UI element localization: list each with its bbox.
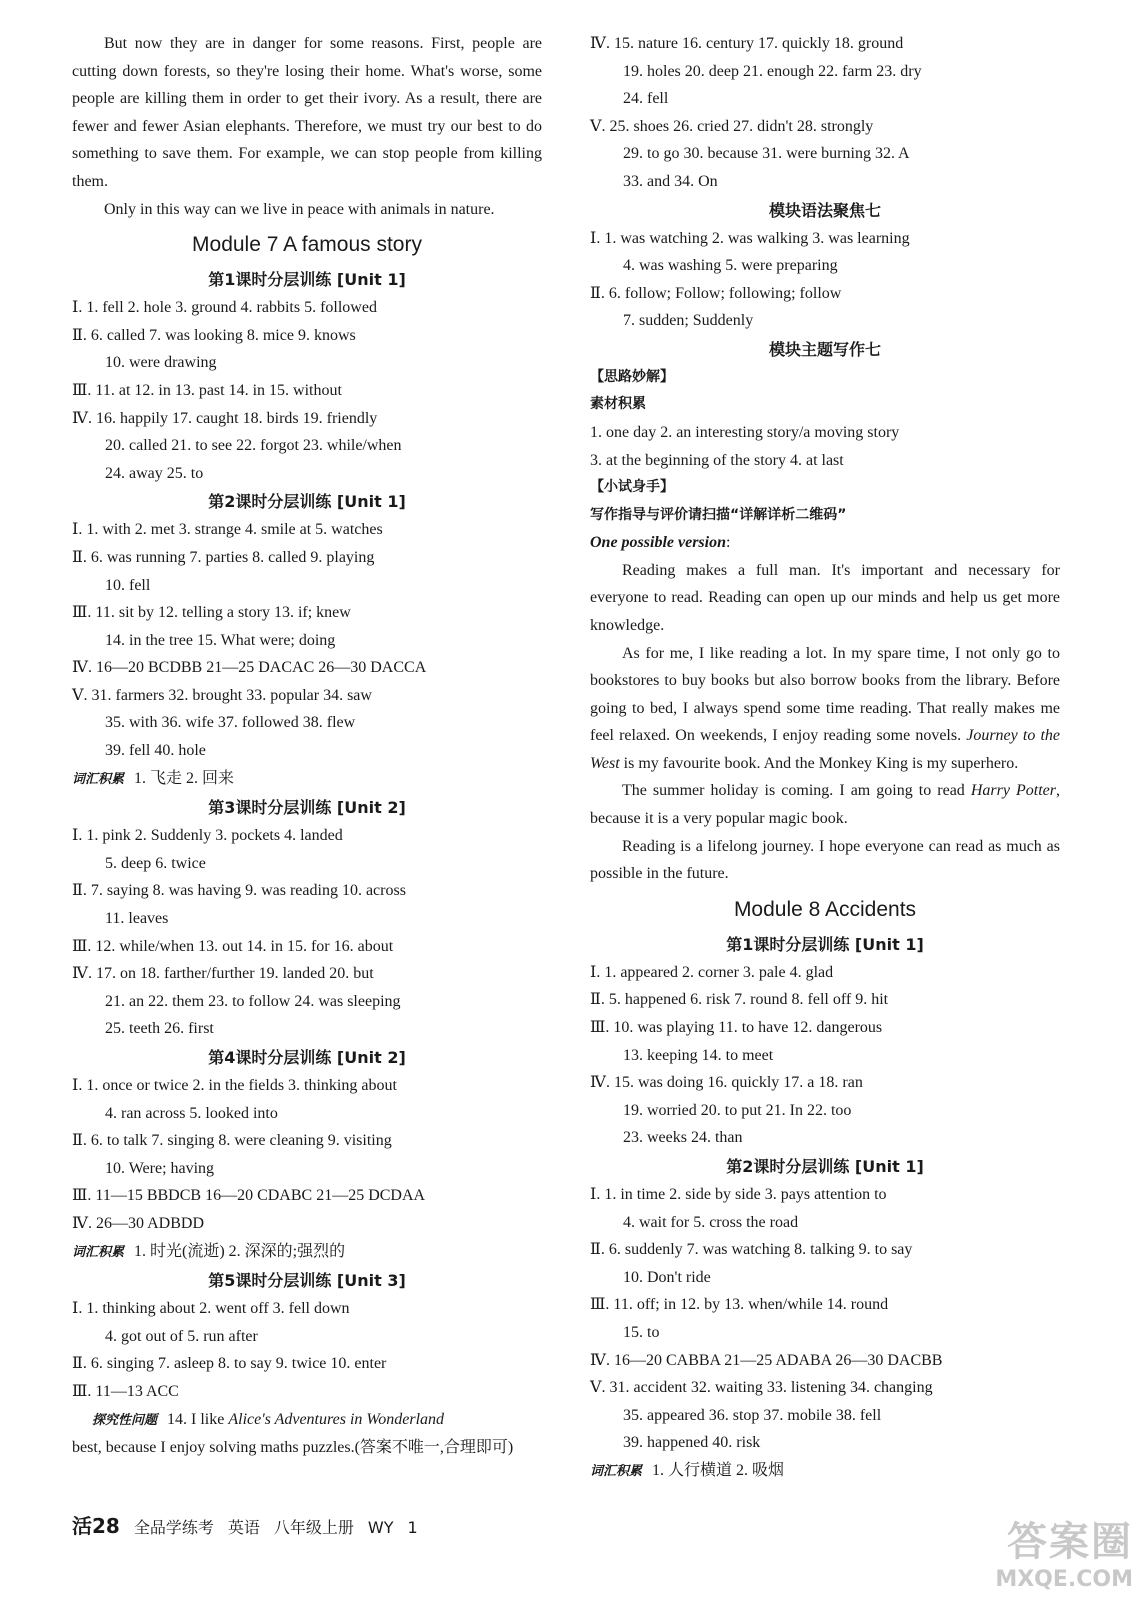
vocab-label: 词汇积累	[72, 1244, 125, 1260]
answer-line: Ⅳ. 16—20 BCDBB 21—25 DACAC 26—30 DACCA	[72, 659, 427, 677]
answer-line: 35. with 36. wife 37. followed 38. flew	[105, 714, 356, 732]
vocab-line	[72, 1238, 542, 1267]
version-line: One possible version:	[590, 534, 731, 552]
vocab-text: 1. 时光(流逝) 2. 深深的;强烈的	[134, 1242, 346, 1260]
answer-line: Ⅲ. 10. was playing 11. to have 12. dangerous	[590, 1019, 883, 1037]
answer-line: 25. teeth 26. first	[105, 1020, 214, 1038]
answer-line: Ⅱ. 6. singing 7. asleep 8. to say 9. twice 10. enter	[72, 1355, 387, 1373]
essay-text: is my favourite book. And the Monkey King is my superhero.	[619, 754, 1019, 772]
answer-line: Ⅳ. 16. happily 17. caught 18. birds 19. friendly	[72, 409, 378, 427]
answer-line: Ⅲ. 11. at 12. in 13. past 14. in 15. without	[72, 381, 342, 399]
answer-line: 33. and 34. On	[623, 172, 718, 190]
answer-line: Ⅳ. 16—20 CABBA 21—25 ADABA 26—30 DACBB	[590, 1351, 943, 1369]
page-number: 活28	[72, 1514, 120, 1538]
essay-paragraph: Only in this way can we live in peace with animals in nature.	[104, 200, 495, 218]
module-title: Module 8 Accidents	[733, 897, 917, 921]
vocab-line	[72, 765, 542, 794]
watermark-url: MXQE.COM	[995, 1567, 1133, 1592]
vocab-text: 1. 飞走 2. 回来	[134, 769, 235, 787]
subject: 英语	[227, 1518, 260, 1537]
tag-material: 素材积累	[590, 396, 646, 413]
essay-paragraph: Reading makes a full man. It's important and necessary for everyone to read. Reading can open up our minds and help us get more knowledge.	[590, 561, 1060, 634]
answer-line: 10. Don't ride	[623, 1268, 711, 1286]
volume: 1	[407, 1518, 418, 1537]
answer-line: 23. weeks 24. than	[623, 1129, 743, 1147]
answer-line: Ⅳ. 17. on 18. farther/further 19. landed 20. but	[72, 965, 374, 983]
answer-line: 4. was washing 5. were preparing	[623, 257, 838, 275]
answer-line: 19. worried 20. to put 21. In 22. too	[623, 1101, 852, 1119]
lesson-title: 第2课时分层训练 [Unit 1]	[208, 492, 406, 512]
vocab-label: 词汇积累	[72, 771, 125, 787]
answer-line: 19. holes 20. deep 21. enough 22. farm 23. dry	[623, 62, 922, 80]
answer-line: 24. fell	[623, 90, 669, 108]
explore-answer: best, because I enjoy solving maths puzzles.(答案不唯一,合理即可)	[72, 1439, 514, 1457]
tag-try: 【小试身手】	[590, 479, 674, 496]
lesson-title: 第2课时分层训练 [Unit 1]	[726, 1157, 924, 1176]
book-title: Journey to the West	[590, 727, 1060, 772]
lesson-title: 第3课时分层训练 [Unit 2]	[208, 798, 406, 818]
page-footer	[72, 1510, 432, 1539]
answer-line: 10. Were; having	[105, 1159, 215, 1177]
scan-note: 写作指导与评价请扫描“详解详析二维码”	[590, 506, 847, 523]
answer-line: 39. fell 40. hole	[105, 742, 206, 760]
explore-text: 14. I like	[167, 1410, 229, 1428]
module-title: Module 7 A famous story	[192, 233, 422, 257]
essay-paragraph	[590, 777, 1060, 832]
answer-line: Ⅲ. 11. sit by 12. telling a story 13. if; knew	[72, 604, 351, 622]
answer-line: 24. away 25. to	[105, 464, 204, 482]
answer-line: Ⅰ. 1. was watching 2. was walking 3. was learning	[590, 229, 910, 247]
answer-line: 4. ran across 5. looked into	[105, 1104, 278, 1122]
lesson-title: 第4课时分层训练 [Unit 2]	[208, 1048, 406, 1067]
watermark-text: 答案圈	[1007, 1519, 1133, 1565]
answer-line: 10. fell	[105, 576, 151, 594]
watermark-logo	[933, 1510, 1133, 1594]
section-title: 模块主题写作七	[768, 339, 881, 359]
answer-line: Ⅴ. 31. accident 32. waiting 33. listening 34. changing	[590, 1379, 933, 1397]
answer-line: Ⅰ. 1. in time 2. side by side 3. pays attention to	[590, 1186, 887, 1203]
answer-line: 35. appeared 36. stop 37. mobile 38. fell	[623, 1406, 882, 1424]
essay-paragraph	[590, 640, 1060, 778]
explore-label: 探究性问题	[92, 1412, 158, 1428]
explore-question	[72, 1406, 542, 1435]
material-line: 3. at the beginning of the story 4. at last	[590, 451, 844, 469]
essay-text: , because it is a very popular magic book.	[590, 782, 1060, 828]
answer-line: Ⅱ. 6. called 7. was looking 8. mice 9. knows	[72, 326, 356, 344]
answer-line: Ⅲ. 11—15 BBDCB 16—20 CDABC 21—25 DCDAA	[72, 1187, 426, 1205]
answer-line: 10. were drawing	[105, 354, 217, 372]
answer-line: Ⅱ. 6. was running 7. parties 8. called 9. playing	[72, 548, 375, 566]
series-name: 全品学练考	[133, 1518, 214, 1537]
answer-line: Ⅰ. 1. once or twice 2. in the fields 3. thinking about	[72, 1077, 397, 1094]
answer-line: Ⅴ. 31. farmers 32. brought 33. popular 34. saw	[72, 686, 372, 704]
essay-text: The summer holiday is coming. I am going to read	[622, 782, 971, 800]
answer-line: Ⅲ. 12. while/when 13. out 14. in 15. for 16. about	[72, 937, 394, 955]
section-title: 模块语法聚焦七	[768, 200, 881, 220]
answer-line: Ⅱ. 7. saying 8. was having 9. was reading 10. across	[72, 882, 406, 900]
answer-line: Ⅳ. 15. was doing 16. quickly 17. a 18. ran	[590, 1074, 863, 1092]
book-title: Harry Potter	[970, 782, 1056, 800]
answer-line: 29. to go 30. because 31. were burning 32. A	[623, 145, 910, 163]
essay-text: As for me, I like reading a lot. In my spare time, I not only go to bookstores to buy books but also borrow books from the library. Before going to bed, I always spend some time reading. That really makes me feel relaxed. On weekends, I enjoy reading some novels.	[590, 644, 1060, 745]
answer-line: Ⅱ. 6. follow; Follow; following; follow	[590, 284, 842, 302]
vocab-line	[590, 1457, 1060, 1486]
answer-line: Ⅰ. 1. with 2. met 3. strange 4. smile at 5. watches	[72, 521, 383, 539]
answer-line: Ⅱ. 6. to talk 7. singing 8. were cleaning 9. visiting	[72, 1132, 392, 1150]
answer-line: 13. keeping 14. to meet	[623, 1046, 774, 1064]
essay-paragraph: Reading is a lifelong journey. I hope everyone can read as much as possible in the future.	[590, 837, 1060, 883]
answer-line: 39. happened 40. risk	[623, 1434, 761, 1452]
tag-idea: 【思路妙解】	[590, 368, 674, 385]
answer-line: Ⅲ. 11—13 ACC	[72, 1382, 179, 1400]
lesson-title: 第5课时分层训练 [Unit 3]	[208, 1271, 406, 1291]
answer-line: 5. deep 6. twice	[105, 854, 206, 872]
edition: WY	[367, 1518, 394, 1537]
material-line: 1. one day 2. an interesting story/a moving story	[590, 423, 900, 441]
lesson-title: 第1课时分层训练 [Unit 1]	[726, 934, 924, 954]
answer-line: 20. called 21. to see 22. forgot 23. while/when	[105, 437, 402, 455]
book-title: Alice's Adventures in Wonderland	[228, 1410, 445, 1428]
answer-line: Ⅱ. 5. happened 6. risk 7. round 8. fell off 9. hit	[590, 991, 889, 1009]
answer-line: 14. in the tree 15. What were; doing	[105, 631, 336, 649]
answer-line: Ⅴ. 25. shoes 26. cried 27. didn't 28. strongly	[590, 117, 874, 135]
answer-line: Ⅱ. 6. suddenly 7. was watching 8. talking 9. to say	[590, 1241, 913, 1259]
answer-line: 21. an 22. them 23. to follow 24. was sleeping	[105, 992, 401, 1010]
answer-line: 11. leaves	[105, 910, 169, 928]
answer-line: Ⅰ. 1. appeared 2. corner 3. pale 4. glad	[590, 963, 834, 981]
answer-line: Ⅳ. 15. nature 16. century 17. quickly 18. ground	[590, 35, 904, 52]
answer-line: 4. wait for 5. cross the road	[623, 1213, 799, 1231]
essay-paragraph: But now they are in danger for some reasons. First, people are cutting down forests, so they're losing their home. What's worse, some people are killing them in order to get their ivory. As a result, there are fewer and fewer Asian elephants. Therefore, we must try our best to do something to save them. For example, we can stop people from killing them.	[72, 35, 542, 190]
answer-line: Ⅰ. 1. thinking about 2. went off 3. fell down	[72, 1300, 350, 1318]
left-column	[72, 30, 542, 1462]
vocab-label: 词汇积累	[590, 1463, 643, 1479]
answer-line: 15. to	[623, 1323, 660, 1341]
vocab-text: 1. 人行横道 2. 吸烟	[652, 1461, 785, 1479]
answer-line: Ⅰ. 1. pink 2. Suddenly 3. pockets 4. landed	[72, 827, 343, 845]
answer-line: 4. got out of 5. run after	[105, 1327, 258, 1345]
lesson-title: 第1课时分层训练 [Unit 1]	[208, 270, 406, 290]
grade: 八年级上册	[273, 1518, 354, 1537]
answer-line: Ⅲ. 11. off; in 12. by 13. when/while 14. round	[590, 1296, 889, 1314]
answer-line: Ⅳ. 26—30 ADBDD	[72, 1214, 204, 1232]
right-column	[590, 30, 1060, 1486]
answer-line: Ⅰ. 1. fell 2. hole 3. ground 4. rabbits 5. followed	[72, 299, 377, 317]
version-label: One possible version	[590, 534, 726, 552]
answer-line: 7. sudden; Suddenly	[623, 312, 754, 330]
